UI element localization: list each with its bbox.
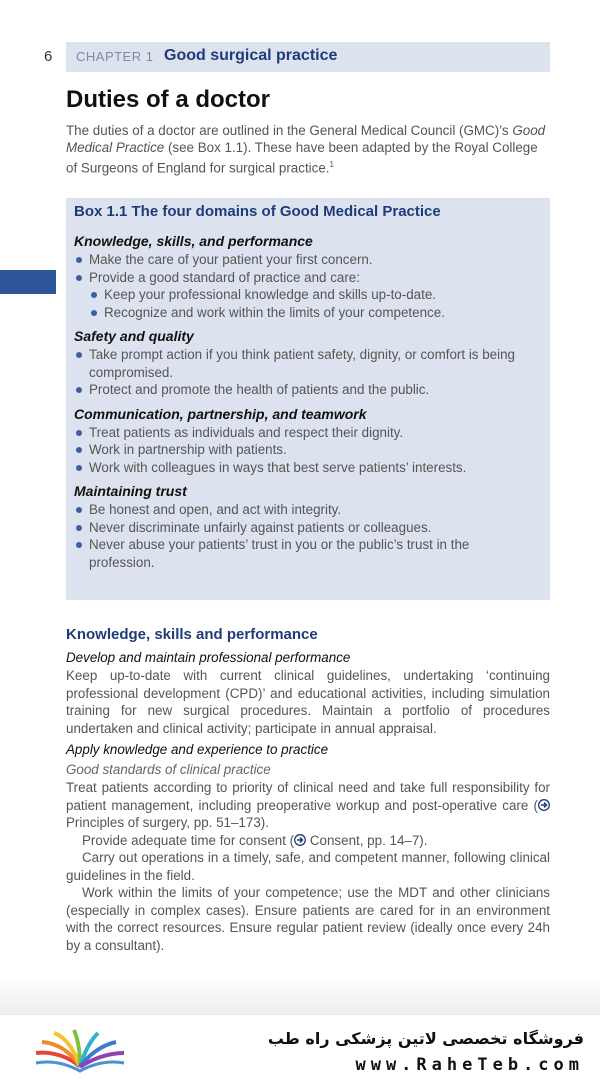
bullet-icon: [76, 275, 82, 281]
subheading: Develop and maintain professional performance: [66, 650, 351, 665]
domain-heading: Knowledge, skills, and performance: [74, 233, 313, 249]
bullet-item: Never discriminate unfairly against patients or colleagues.: [74, 519, 538, 537]
intro-text: The duties of a doctor are outlined in the General Medical Council (GMC)’s: [66, 123, 513, 138]
bullet-icon: [76, 507, 82, 513]
bullet-item: Be honest and open, and act with integrity.: [74, 501, 538, 519]
chapter-title: Good surgical practice: [164, 47, 338, 64]
box-1-1: [66, 198, 550, 600]
intro-italic-title: Good Medical Practice: [66, 123, 546, 155]
bullet-item: Work in partnership with patients.: [74, 441, 538, 459]
bottom-fade: [0, 975, 600, 1015]
bullet-icon: [76, 430, 82, 436]
chapter-label: CHAPTER 1: [76, 49, 154, 64]
domain-list: [74, 346, 538, 399]
sub-subheading: Good standards of clinical practice: [66, 762, 271, 777]
paragraph: Provide adequate time for consent ( Consent, pp. 14–7).: [82, 832, 428, 848]
paragraph: Work within the limits of your competence; use the MDT and other clinicians (especially in complex cases). Ensure patients are cared for in an environment with the correct resources. Ensure regular patient review (ideally once every 24h by a consultant).: [66, 885, 550, 953]
section-heading: Knowledge, skills and performance: [66, 626, 318, 643]
sub-bullet-item: Keep your professional knowledge and skills up-to-date.: [74, 286, 538, 304]
page-title: Duties of a doctor: [66, 86, 271, 113]
paragraph: Treat patients according to priority of clinical need and take full responsibility for patient management, including preoperative workup and post-operative care ( Principles of surgery, pp. 51–173).: [66, 780, 550, 830]
domain-list: [74, 424, 538, 477]
intro-text-end: (see Box 1.1). These have been adapted by the Royal College of Surgeons of England for surgical practice.: [66, 140, 538, 176]
paragraph: Keep up-to-date with current clinical guidelines, undertaking ‘continuing professional development (CPD)’ and educational activities, including simulation training for new surgical procedures. Maintain a portfolio of procedures undertaken and clinical activity; participate in annual appraisal.: [66, 668, 550, 736]
bullet-icon: [76, 387, 82, 393]
bullet-icon: [76, 525, 82, 531]
bullet-icon: [76, 542, 82, 548]
bullet-icon: [76, 352, 82, 358]
bullet-item: Never abuse your patients’ trust in you or the public’s trust in the profession.: [74, 536, 538, 571]
domain-list: [74, 251, 538, 321]
domain-heading: Maintaining trust: [74, 483, 187, 499]
bullet-item: Work with colleagues in ways that best serve patients’ interests.: [74, 459, 538, 477]
box-title: Box 1.1 The four domains of Good Medical Practice: [74, 203, 441, 220]
bullet-item: Protect and promote the health of patients and the public.: [74, 381, 538, 399]
domain-heading: Safety and quality: [74, 328, 194, 344]
open-book-logo-icon: [30, 1027, 130, 1073]
store-url: www.RaheTeb.com: [355, 1055, 584, 1075]
page-number: 6: [44, 48, 53, 65]
subheading: Apply knowledge and experience to practice: [66, 742, 329, 757]
paragraph: Carry out operations in a timely, safe, and competent manner, following clinical guidelines in the field.: [66, 850, 550, 883]
bullet-icon: [76, 257, 82, 263]
sub-bullet-item: Recognize and work within the limits of your competence.: [74, 304, 538, 322]
watermark-footer: [0, 1014, 600, 1081]
chapter-header: [66, 42, 550, 72]
bullet-item: Make the care of your patient your first concern.: [74, 251, 538, 269]
cross-reference-arrow-icon: [294, 834, 306, 846]
chapter-thumb-tab: [0, 270, 56, 294]
bullet-item: Treat patients as individuals and respect their dignity.: [74, 424, 538, 442]
bullet-icon: [76, 465, 82, 471]
bullet-item: Take prompt action if you think patient safety, dignity, or comfort is being compromised.: [74, 346, 538, 381]
intro-paragraph: [66, 122, 550, 176]
box-body: [74, 232, 538, 577]
footnote-marker: 1: [329, 160, 334, 169]
section-body: [66, 649, 550, 954]
bullet-item: Provide a good standard of practice and care:: [74, 269, 538, 287]
bullet-icon: [91, 310, 97, 316]
cross-reference-arrow-icon: [538, 799, 550, 811]
bullet-icon: [76, 447, 82, 453]
store-name: فروشگاه تخصصی لاتین پزشکی راه طب: [267, 1029, 584, 1048]
bullet-icon: [91, 292, 97, 298]
domain-list: [74, 501, 538, 571]
domain-heading: Communication, partnership, and teamwork: [74, 405, 367, 422]
